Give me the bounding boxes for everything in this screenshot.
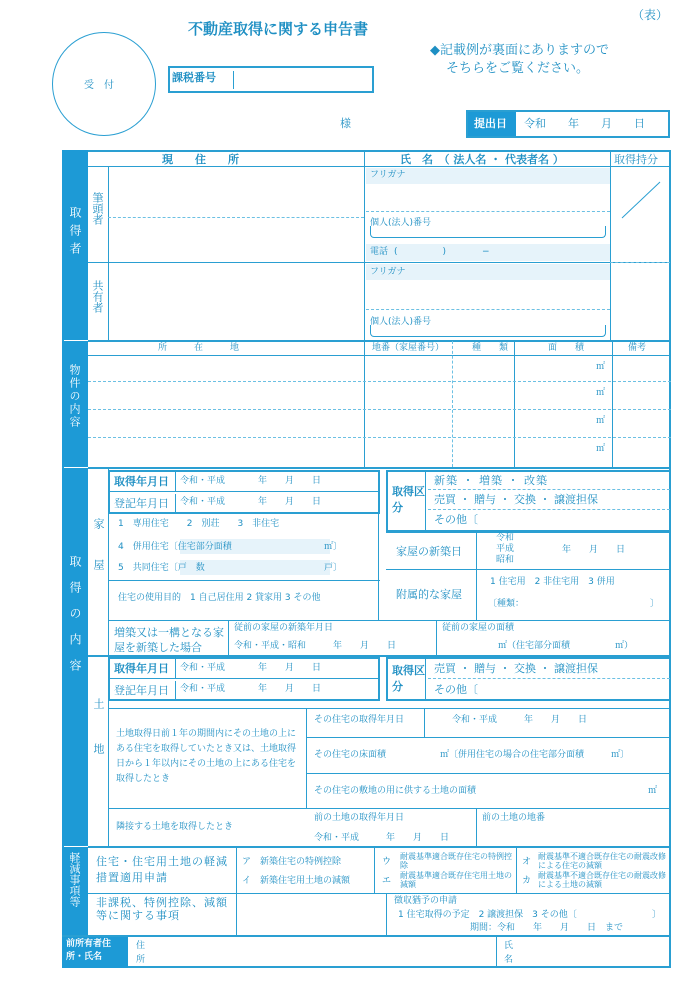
house-acq-era[interactable]: 令和・平成 [180,476,226,486]
primary-name-input[interactable] [366,184,610,212]
co-id-number: 個人(法人)番号 [370,317,432,327]
house-land-area-label: その住宅の敷地の用に供する土地の面積 [314,786,477,796]
share-slash [612,170,668,228]
area-unit-4: ㎡ [596,444,606,454]
opt-o-letter[interactable]: オ [522,857,532,867]
deferral-close: 〕 [652,910,662,920]
notice-line1: ◆記載例が裏面にありますので [430,43,609,58]
property-row-4[interactable] [88,438,671,466]
annex-label: 附属的な家屋 [396,588,462,601]
divider-property-acquisition [88,467,671,469]
deferral-options[interactable]: 1 住宅取得の予定 2 譲渡担保 3 その他〔 [398,910,577,920]
house-reason-row1[interactable]: 新築 ・ 増築 ・ 改築 [428,472,670,490]
use-right-border [378,514,379,620]
opt-ka-letter[interactable]: カ [522,876,532,886]
property-row-3[interactable] [88,410,671,438]
side-label: （表） [632,8,669,22]
opt-e-text[interactable]: 耐震基準適合既存住宅用土地の減額 [400,871,512,889]
area-unit-3: ㎡ [596,416,606,426]
co-furigana: フリガナ [370,267,406,277]
area-unit-2: ㎡ [596,388,606,398]
house-acq-div [424,708,425,737]
red-div-3 [516,847,517,893]
receipt-label: 受 付 [84,80,114,91]
extension-label: 増築又は一構となる家屋を新築した場合 [114,626,224,654]
deferral-label: 徴収猶予の申請 [394,896,458,906]
tax-number-input[interactable] [236,68,372,91]
land-reg-ymd[interactable]: 年 月 日 [258,684,322,694]
prev-owner-name-input[interactable] [518,938,668,966]
house-acq-date-label2: その住宅の取得年月日 [314,715,405,725]
property-row-1[interactable] [88,356,671,382]
divider-reduction-prev [62,935,671,937]
col-name: 氏 名 （ 法人名 ・ 代表者名 ） [400,153,564,166]
prev-land-date-label: 前の土地の取得年月日 [314,813,405,823]
col-address: 現 住 所 [162,153,239,166]
house-land-area-unit: ㎡ [648,786,658,796]
new-date-eras[interactable]: 令和 平成 昭和 [496,533,515,565]
house-reg-era[interactable]: 令和・平成 [180,497,226,507]
col-type: 種 類 [472,343,509,353]
col-share: 取得持分 [614,153,658,166]
red-div-1 [236,847,237,935]
house-acq-row [176,472,378,492]
section-property-label: 物件の内容 [68,364,81,429]
col-area: 面 積 [548,343,585,353]
land-acq-date-label: 取得年月日 [110,659,176,679]
prev-area-val[interactable]: ㎡（住宅部分面積 ㎡） [498,641,634,651]
submission-date[interactable]: 令和 年 月 日 [524,117,645,130]
divider-primary-co [88,262,671,263]
co-id-input[interactable] [370,325,606,337]
red-div-4 [386,893,387,935]
reduction-row1-label: 住宅・住宅用土地の軽減措置適用申請 [96,855,228,884]
house-floor-top [306,737,671,738]
reduction-row2-top [88,893,671,894]
notice [430,42,609,78]
house-land-top [306,773,671,774]
land-acq-era[interactable]: 令和・平成 [180,663,226,673]
land-reg-era[interactable]: 令和・平成 [180,684,226,694]
prev-owner-label: 前所有者住所・氏名 [66,939,112,962]
section-reduction-label: 軽減事項等 [68,852,81,907]
opt-i[interactable]: イ 新築住宅用土地の減額 [242,876,351,886]
section-acquirer-label: 取得者 [68,206,82,260]
opt-o-text[interactable]: 耐震基準不適合既存住宅の耐震改修による住宅の減額 [538,852,666,870]
ext-div-1 [228,620,229,655]
extension-row-top [108,620,671,621]
land-reason-row2[interactable]: その他〔 [434,683,478,696]
divider-address-name [364,150,365,341]
annex-type-close: 〕 [650,599,660,609]
land-reason-row1[interactable]: 売買 ・ 贈与 ・ 交換 ・ 譲渡担保 [428,659,670,679]
submission-label: 提出日 [468,112,516,136]
use-divider [108,580,380,581]
land-reg-date-label: 登記年月日 [110,681,176,699]
co-owner-label: 共有者 [91,280,104,313]
new-date-label: 家屋の新築日 [396,545,462,558]
share-co-divider [610,262,670,263]
prev-owner-addr: 住 所 [136,941,155,965]
divider-name-share [610,150,611,341]
new-date-divider [476,532,477,570]
primary-phone-label: 電話 [370,247,389,257]
prev-new-date-label: 従前の家屋の新築年月日 [234,623,334,633]
use-1-3[interactable]: 1 専用住宅 2 別荘 3 非住宅 [118,519,280,529]
land-label: 土地 [92,698,105,788]
primary-phone-input[interactable]: ( ) − [394,247,490,257]
house-reg-ymd[interactable]: 年 月 日 [258,497,322,507]
form-title: 不動産取得に関する申告書 [188,20,369,38]
primary-label: 筆頭者 [91,192,104,225]
house-floor-label: その住宅の床面積 [314,750,387,760]
land-acq-ymd[interactable]: 年 月 日 [258,663,322,673]
prev-area-label: 従前の家屋の面積 [442,623,515,633]
annex-divider [476,570,477,620]
area-unit-1: ㎡ [596,362,606,372]
opt-u-text[interactable]: 耐震基準適合既存住宅の特例控除 [400,852,512,870]
section-acquisition-label: 取得の内容 [68,555,82,685]
use-4-unit: ㎡〕 [324,542,343,552]
land-note-divider [306,708,307,808]
annex-type[interactable]: 〔種類： [488,599,525,609]
house-floor-val[interactable]: ㎡〔併用住宅の場合の住宅部分面積 ㎡〕 [440,750,630,760]
opt-a[interactable]: ア 新築住宅の特例控除 [242,857,342,867]
red-div-2 [374,847,375,893]
primary-address-line1[interactable] [108,166,364,218]
house-acq-ymd[interactable]: 年 月 日 [258,476,322,486]
primary-id-input[interactable] [370,226,606,238]
house-reason-row3[interactable]: その他〔 [434,513,478,526]
adjacent-label: 隣接する土地を取得したとき [116,822,234,832]
use-5[interactable]: 5 共同住宅〔戸 数 [118,563,205,573]
prev-owner-addr-input[interactable] [150,938,490,966]
use-5-unit: 戸〕 [324,563,343,573]
land-reason-label: 取得区分 [388,659,426,699]
primary-furigana: フリガナ [370,170,406,180]
house-reason-label: 取得区分 [388,472,426,530]
notice-line2: そちらをご覧ください。 [446,61,590,76]
primary-id-number: 個人(法人)番号 [370,218,432,228]
house-reg-date-label: 登記年月日 [110,494,176,512]
prev-land-lot-label: 前の土地の地番 [482,813,546,823]
land-note-top [108,708,671,709]
deferral-period[interactable]: 期間：令和 年 月 日 まで [470,923,624,933]
col-notes: 備考 [628,343,647,353]
house-acq-date-label: 取得年月日 [110,472,176,492]
opt-e-letter[interactable]: エ [382,876,392,886]
opt-u-letter[interactable]: ウ [382,857,392,867]
prev-land-date-val[interactable]: 令和・平成 年 月 日 [314,833,450,843]
new-date-ymd[interactable]: 年 月 日 [562,545,626,555]
house-label: 家屋 [92,518,105,600]
house-acq-date-val[interactable]: 令和・平成 年 月 日 [452,715,588,725]
land-note: 土地取得日前１年の期間内にその土地の上にある住宅を取得していたとき又は、土地取得日から１年以内にその土地の上にある住宅を取得したとき [116,729,297,784]
tax-number-label: 課税番号 [172,71,234,89]
use-4[interactable]: 4 併用住宅〔住宅部分面積 [118,542,232,552]
prev-owner-div [496,936,497,968]
primary-address-line2[interactable] [108,218,364,262]
ext-div-2 [436,620,437,655]
house-reason-row2[interactable]: 売買 ・ 贈与 ・ 交換 ・ 譲渡担保 [428,490,670,510]
co-name-input[interactable] [366,280,610,310]
reduction-row2-label: 非課税、特例控除、減額等に関する事項 [96,896,228,922]
house-use-purpose[interactable]: 住宅の使用目的 1 自己居住用 2 貸家用 3 その他 [118,593,321,603]
col-lot: 地番（家屋番号） [372,343,445,353]
divider-acq-reduction [88,846,671,848]
annex-options[interactable]: 1 住宅用 2 非住宅用 3 併用 [490,577,615,587]
property-row-2[interactable] [88,382,671,410]
prev-new-date-val[interactable]: 令和・平成・昭和 年 月 日 [234,641,397,651]
col-location: 所 在 地 [158,343,240,353]
adjacent-top [108,808,671,809]
prev-land-div [476,808,477,846]
sama-label: 様 [340,117,351,130]
opt-ka-text[interactable]: 耐震基準不適合既存住宅の耐震改修による土地の減額 [538,871,666,889]
prev-owner-name: 氏 名 [504,941,523,965]
